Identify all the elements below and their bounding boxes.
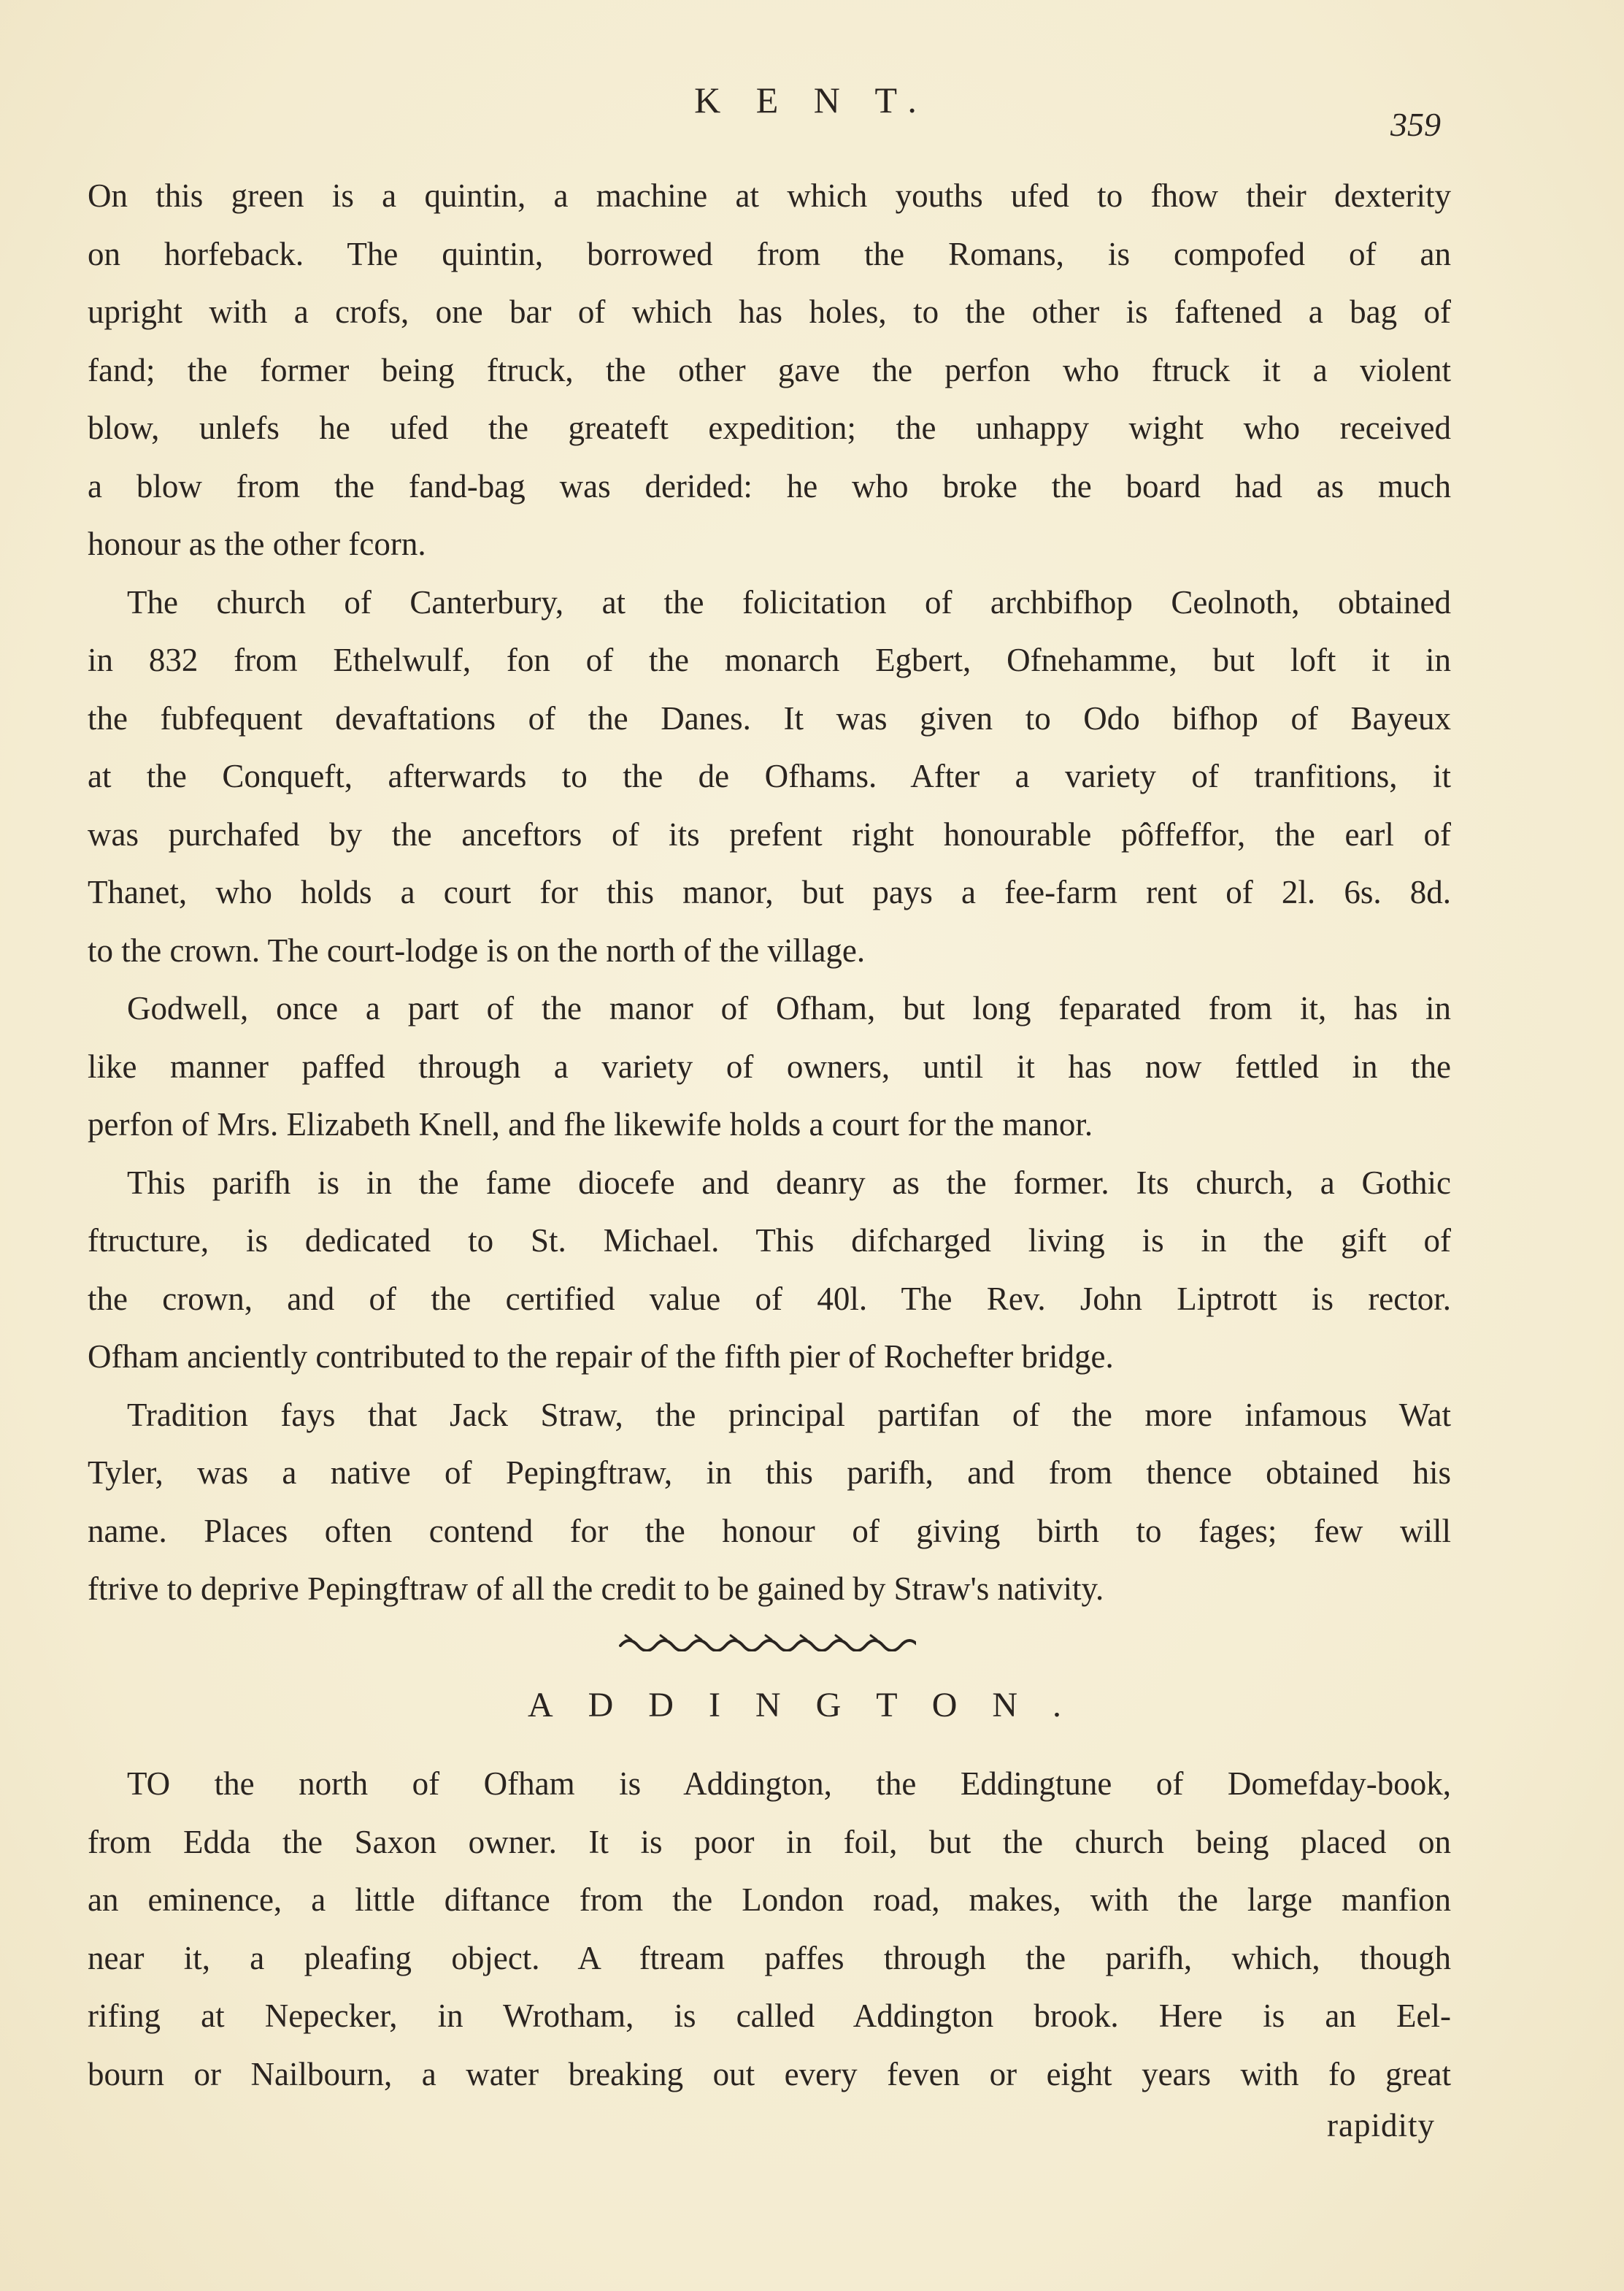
text-line: Tyler, was a native of Pepingftraw, in this parifh, and from thence obtained his (88, 1454, 1451, 1491)
text-line: a blow from the fand-bag was derided: he who broke the board had as much (88, 467, 1451, 504)
text-line: Thanet, who holds a court for this manor, but pays a fee-farm rent of 2l. 6s. 8d. (88, 874, 1451, 910)
text-line: Ofham anciently contributed to the repair of the fifth pier of Rochefter bridge. (88, 1338, 1114, 1375)
text-line: bourn or Nailbourn, a water breaking out every feven or eight years with fo great (88, 2055, 1451, 2092)
catchword: rapidity (1327, 2107, 1435, 2144)
text-line: fand; the former being ftruck, the other gave the perfon who ftruck it a violent (88, 351, 1451, 388)
text-line: The church of Canterbury, at the folicitation of archbifhop Ceolnoth, obtained (127, 583, 1451, 621)
text-line: the crown, and of the certified value of 40l. The Rev. John Liptrott is rector. (88, 1280, 1451, 1317)
text-line: Tradition fays that Jack Straw, the principal partifan of the more infamous Wat (127, 1396, 1451, 1433)
text-line: rifing at Nepecker, in Wrotham, is called Addington brook. Here is an Eel- (88, 1998, 1451, 2034)
text-line: to the crown. The court-lodge is on the north of the village. (88, 932, 866, 969)
text-line: at the Conqueft, afterwards to the de Ofhams. After a variety of tranfitions, it (88, 758, 1451, 794)
running-head: K E N T. (694, 80, 930, 120)
text-line: ftrive to deprive Pepingftraw of all the credit to be gained by Straw's nativity. (88, 1570, 1104, 1607)
text-line: like manner paffed through a variety of owners, until it has now fettled in the (88, 1048, 1451, 1085)
text-line: blow, unlefs he ufed the greateft expedition; the unhappy wight who received (88, 410, 1451, 446)
text-line: an eminence, a little diftance from the London road, makes, with the large manfion (88, 1881, 1451, 1918)
text-line: TO the north of Ofham is Addington, the Eddingtune of Domefday-book, (127, 1765, 1451, 1802)
text-line: was purchafed by the anceftors of its prefent right honourable pôffeffor, the earl of (88, 816, 1451, 853)
text-line: On this green is a quintin, a machine at which youths ufed to fhow their dexterity (88, 177, 1451, 214)
text-line: upright with a crofs, one bar of which has holes, to the other is faftened a bag of (88, 293, 1451, 330)
text-line: ftructure, is dedicated to St. Michael. This difcharged living is in the gift of (88, 1222, 1451, 1259)
section-title-addington (0, 1688, 1624, 1723)
text-line: in 832 from Ethelwulf, fon of the monarch Egbert, Ofnehamme, but loft it in (88, 642, 1451, 678)
section-title-text: ADDINGTON. (527, 1686, 1097, 1724)
section-osham-text (88, 167, 1451, 1619)
section-addington-text (88, 1755, 1451, 2103)
text-line: Godwell, once a part of the manor of Ofham, but long feparated from it, has in (127, 990, 1451, 1026)
text-line: perfon of Mrs. Elizabeth Knell, and fhe likewife holds a court for the manor. (88, 1106, 1093, 1143)
section-divider-ornament (617, 1630, 916, 1651)
text-line: on horfeback. The quintin, borrowed from the Romans, is compofed of an (88, 235, 1451, 272)
text-line: honour as the other fcorn. (88, 526, 426, 562)
text-line: near it, a pleafing object. A ftream paffes through the parifh, which, though (88, 1939, 1451, 1976)
text-line: This parifh is in the fame diocefe and deanry as the former. Its church, a Gothic (127, 1164, 1451, 1201)
text-line: name. Places often contend for the honour of giving birth to fages; few will (88, 1512, 1451, 1549)
text-line: from Edda the Saxon owner. It is poor in foil, but the church being placed on (88, 1823, 1451, 1860)
page-number: 359 (1390, 106, 1441, 143)
text-line: the fubfequent devaftations of the Danes. It was given to Odo bifhop of Bayeux (88, 699, 1451, 737)
